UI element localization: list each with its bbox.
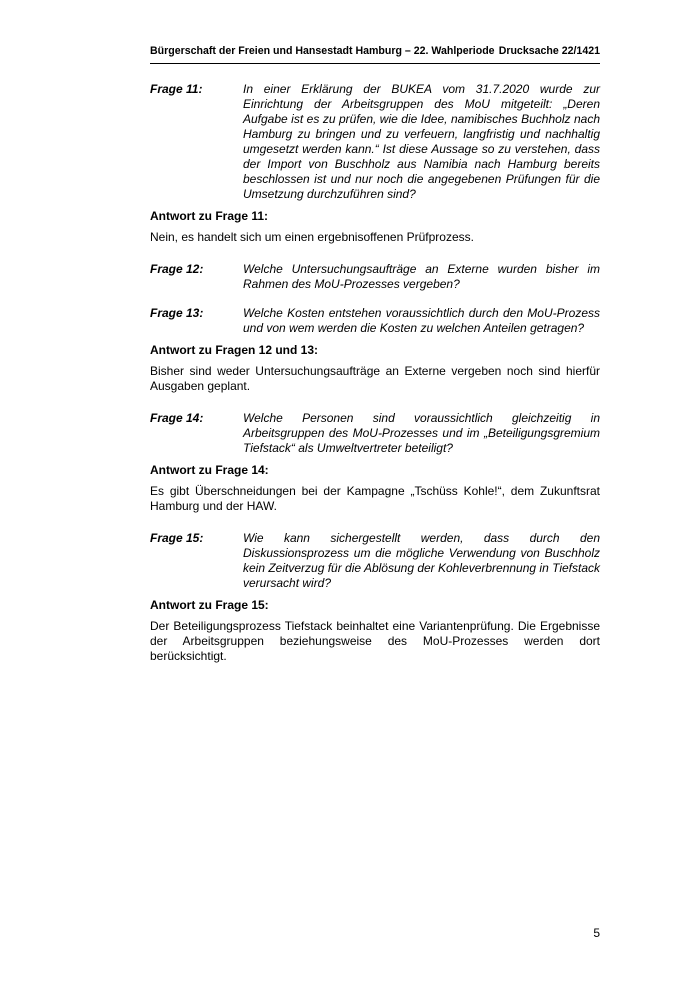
document-number: Drucksache 22/1421	[498, 45, 600, 57]
answer-text: Der Beteiligungsprozess Tiefstack beinhaltet eine Variantenprüfung. Die Ergebnisse der Arbeitsgruppen beziehungsweise des MoU-Prozesses werden dort berücksichtigt.	[150, 619, 600, 663]
answer-heading: Antwort zu Frage 14:	[150, 463, 269, 477]
question-12	[150, 262, 600, 292]
header-divider	[150, 63, 600, 64]
question-label: Frage 15:	[150, 531, 204, 545]
page-header	[150, 44, 600, 58]
question-text: In einer Erklärung der BUKEA vom 31.7.2020 wurde zur Einrichtung der Arbeitsgruppen des MoU mitgeteilt: „Deren Aufgabe ist es zu prüfen, wie die Idee, namibisches Buchholz nach Hamburg zu bringen und zu verfeuern, langfristig und nachhaltig umgesetzt werden kann.“ Ist diese Aussage so zu verstehen, dass der Import von Buschholz aus Namibia nach Hamburg bereits beschlossen ist und nur noch die angegebenen Prüfungen für die Umsetzung durchzuführen sind?	[243, 82, 600, 201]
page-number: 5	[593, 926, 600, 940]
answer-text: Nein, es handelt sich um einen ergebnisoffenen Prüfprozess.	[150, 230, 474, 244]
question-label: Frage 12:	[150, 262, 204, 276]
question-text: Welche Untersuchungsaufträge an Externe wurden bisher im Rahmen des MoU-Prozesses vergeben?	[243, 262, 600, 291]
document-body	[150, 82, 600, 678]
question-11	[150, 82, 600, 202]
question-label: Frage 13:	[150, 306, 204, 320]
question-15	[150, 531, 600, 591]
question-14	[150, 411, 600, 456]
answer-heading: Antwort zu Frage 11:	[150, 209, 269, 223]
answer-heading: Antwort zu Frage 15:	[150, 598, 269, 612]
question-label: Frage 11:	[150, 82, 203, 96]
question-text: Welche Personen sind voraussichtlich gleichzeitig in Arbeitsgruppen des MoU-Prozesses und im „Beteiligungsgremium Tiefstack“ als Umweltvertreter beteiligt?	[243, 411, 600, 455]
question-13	[150, 306, 600, 336]
question-text: Wie kann sichergestellt werden, dass durch den Diskussionsprozess um die mögliche Verwendung von Buschholz kein Zeitverzug für die Ablösung der Kohleverbrennung in Tiefstack verursacht wird?	[243, 531, 600, 590]
header-title: Bürgerschaft der Freien und Hansestadt Hamburg – 22. Wahlperiode	[150, 45, 495, 57]
answer-text: Bisher sind weder Untersuchungsaufträge an Externe vergeben noch sind hierfür Ausgaben geplant.	[150, 364, 600, 393]
question-label: Frage 14:	[150, 411, 204, 425]
answer-heading: Antwort zu Fragen 12 und 13:	[150, 343, 319, 357]
answer-text: Es gibt Überschneidungen bei der Kampagne „Tschüss Kohle!“, dem Zukunftsrat Hamburg und der HAW.	[150, 484, 600, 513]
question-text: Welche Kosten entstehen voraussichtlich durch den MoU-Prozess und von wem werden die Kosten zu welchen Anteilen getragen?	[243, 306, 600, 335]
